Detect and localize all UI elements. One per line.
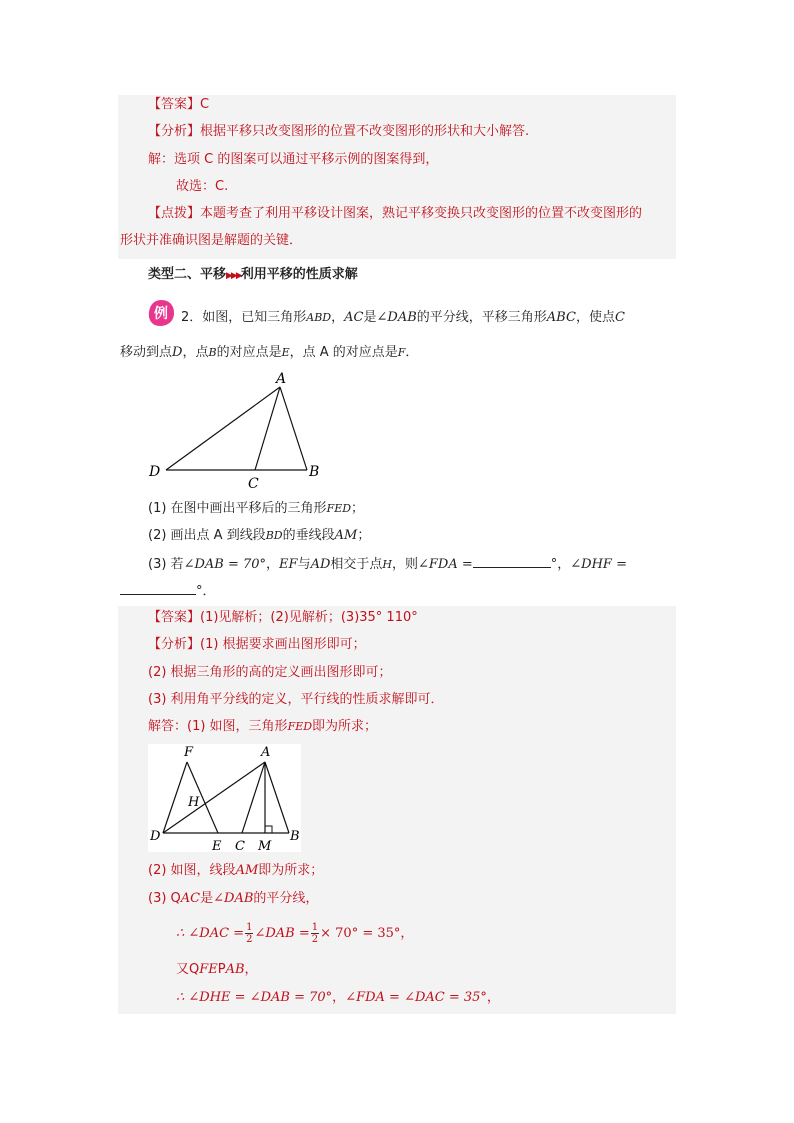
equation-text: 又Q — [176, 962, 200, 977]
segment-am: AM — [334, 528, 358, 543]
problem-text: 移动到点 — [120, 345, 173, 360]
fig2-label-d: D — [150, 829, 161, 844]
tip-line-1 — [148, 205, 642, 223]
angle-dab: ∠DAB — [213, 891, 254, 906]
analysis2-line-2: (2) 根据三角形的高的定义画出图形即可； — [148, 665, 392, 680]
segment-am: AM — [235, 863, 259, 878]
point-d: D — [172, 345, 183, 360]
point-f: F — [397, 346, 406, 359]
angle-dhf: ∠DHF = — [570, 557, 627, 572]
problem-text: 的对应点是 — [216, 345, 282, 360]
solution2-line-2 — [148, 862, 323, 880]
problem-text: ． — [405, 345, 419, 360]
solution-text: 即为所求； — [258, 863, 324, 878]
question-text: °， — [550, 557, 571, 572]
fig1-label-a: A — [276, 371, 287, 387]
answer2-tag: 【答案】 — [148, 610, 201, 625]
question-text: ； — [351, 501, 365, 516]
segment-ef: EF — [279, 557, 298, 572]
section-title — [148, 266, 358, 285]
segment-ab: AB — [225, 962, 245, 977]
question-text: (1) 在图中画出平移后的三角形 — [148, 501, 327, 516]
fig2-label-m: M — [258, 839, 272, 852]
answer-tag: 【答案】 — [148, 97, 201, 112]
problem-line-1 — [181, 309, 625, 327]
equation-text: ∠FDA = ∠DAC = 35° — [345, 990, 487, 1005]
fraction-numerator: 1 — [246, 922, 253, 933]
solution-text: 的平分线， — [253, 891, 319, 906]
equation-text: ， — [244, 962, 258, 977]
point-e: E — [281, 346, 290, 359]
equation-text: ， — [486, 990, 500, 1005]
analysis2-text-1: (1) 根据要求画出图形即可； — [200, 637, 366, 652]
fig1-label-c: C — [248, 476, 259, 492]
analysis-line — [148, 123, 529, 141]
equation-text: ∴ ∠DHE = ∠DAB = 70° — [176, 990, 333, 1005]
fig2-label-f: F — [184, 745, 194, 760]
analysis-text: 根据平移只改变图形的位置不改变图形的形状和大小解答. — [200, 124, 530, 139]
fig2-label-h: H — [188, 795, 200, 810]
question-text: (3) 若 — [148, 557, 184, 572]
problem-line-2 — [120, 344, 418, 362]
equation-3 — [176, 989, 500, 1007]
solution-line: 解：选项 C 的图案可以通过平移示例的图案得到， — [148, 152, 439, 167]
answer-line — [148, 96, 209, 114]
problem-text: 的平分线，平移三角形 — [416, 310, 547, 325]
equation-1 — [176, 921, 413, 947]
question-1 — [148, 500, 364, 518]
angle-given: ∠DAB = 70° — [183, 557, 267, 572]
fig2-label-a: A — [261, 745, 271, 760]
triangle-abd: ABD — [306, 311, 332, 324]
problem-text: ，使点 — [575, 310, 615, 325]
answer-value: C — [200, 97, 210, 112]
tip-tag: 【点拨】 — [148, 206, 201, 221]
question-text: ； — [357, 528, 371, 543]
solution-text: (3) Q — [148, 891, 181, 906]
solution-text: 即为所求； — [312, 719, 378, 734]
triangle-fed: FED — [287, 720, 313, 733]
section-title-suffix: 利用平移的性质求解 — [240, 267, 358, 282]
point-b: B — [208, 346, 217, 359]
question-text: ，则 — [392, 557, 419, 572]
question-3 — [148, 555, 627, 574]
solution2-line-1 — [148, 718, 377, 736]
equation-text: P — [217, 962, 226, 977]
segment-ac: AC — [344, 310, 364, 325]
example-badge-icon — [146, 298, 176, 328]
tip-line-2: 形状并准确识图是解题的关键． — [120, 233, 303, 248]
triangle-fed: FED — [326, 502, 352, 515]
point-h: H — [382, 558, 392, 571]
question-2 — [148, 527, 370, 545]
example-badge-label: 例 — [154, 306, 168, 322]
analysis2-line-3: (3) 利用角平分线的定义，平行线的性质求解即可． — [148, 692, 444, 707]
angle-dab: ∠DAB — [376, 310, 417, 325]
segment-ac: AC — [180, 891, 201, 906]
choose-line: 故选：C. — [176, 179, 229, 194]
question-text: ， — [266, 557, 280, 572]
problem-text: 2．如图，已知三角形 — [181, 310, 307, 325]
equation-2 — [176, 961, 258, 979]
analysis-tag: 【分析】 — [148, 124, 201, 139]
equation-text: ∠DAB = — [254, 926, 310, 941]
question-text: °． — [196, 584, 216, 599]
question-3-cont — [120, 582, 216, 601]
equation-text: × 70° = 35° — [320, 926, 401, 941]
segment-fe: FE — [199, 962, 218, 977]
section-title-prefix: 类型二、平移 — [148, 267, 227, 282]
fraction-denominator: 2 — [246, 934, 253, 945]
problem-text: ，点 — [182, 345, 209, 360]
question-text: (2) 画出点 A 到线段 — [148, 528, 266, 543]
triangle-abc: ABC — [546, 310, 576, 325]
fraction-half-2 — [311, 922, 319, 945]
equation-text: ， — [400, 926, 414, 941]
solution2-line-3 — [148, 890, 318, 908]
fraction-denominator: 2 — [311, 934, 319, 945]
analysis2-tag: 【分析】 — [148, 637, 201, 652]
question-text: 与 — [297, 557, 311, 572]
analysis2-line-1 — [148, 636, 366, 654]
fraction-numerator: 1 — [311, 922, 319, 933]
fraction-half-1 — [245, 922, 253, 945]
problem-text: ， — [331, 310, 345, 325]
fig1-label-b: B — [309, 464, 320, 480]
fig2-label-e: E — [212, 839, 222, 852]
answer2-line — [148, 609, 418, 627]
tip-text-1: 本题考查了利用平移设计图案，熟记平移变换只改变图形的位置不改变图形的 — [200, 206, 643, 221]
figure-translated-triangle — [148, 744, 301, 852]
equation-text: ， — [332, 990, 346, 1005]
answer-blank-1[interactable] — [473, 555, 551, 568]
fig2-label-c: C — [235, 839, 245, 852]
angle-fda: ∠FDA = — [418, 557, 473, 572]
section-arrows-icon: ▶▶▶ — [226, 271, 241, 281]
point-c: C — [614, 310, 625, 325]
answer-blank-2[interactable] — [120, 582, 196, 595]
solution-text: 解答：(1) 如图，三角形 — [148, 719, 288, 734]
solution-text: 是 — [200, 891, 214, 906]
question-text: 的垂线段 — [282, 528, 335, 543]
solution-text: (2) 如图，线段 — [148, 863, 236, 878]
fig2-label-b: B — [290, 829, 300, 844]
problem-text: ，点 A 的对应点是 — [289, 345, 398, 360]
segment-bd: BD — [265, 529, 283, 542]
figure-triangle-abd — [140, 368, 330, 493]
problem-text: 是 — [363, 310, 377, 325]
fig1-label-d: D — [149, 464, 161, 480]
equation-text: ∴ ∠DAC = — [176, 926, 245, 941]
answer2-text: (1)见解析；(2)见解析；(3)35° 110° — [200, 610, 418, 625]
segment-ad: AD — [310, 557, 331, 572]
question-text: 相交于点 — [330, 557, 383, 572]
